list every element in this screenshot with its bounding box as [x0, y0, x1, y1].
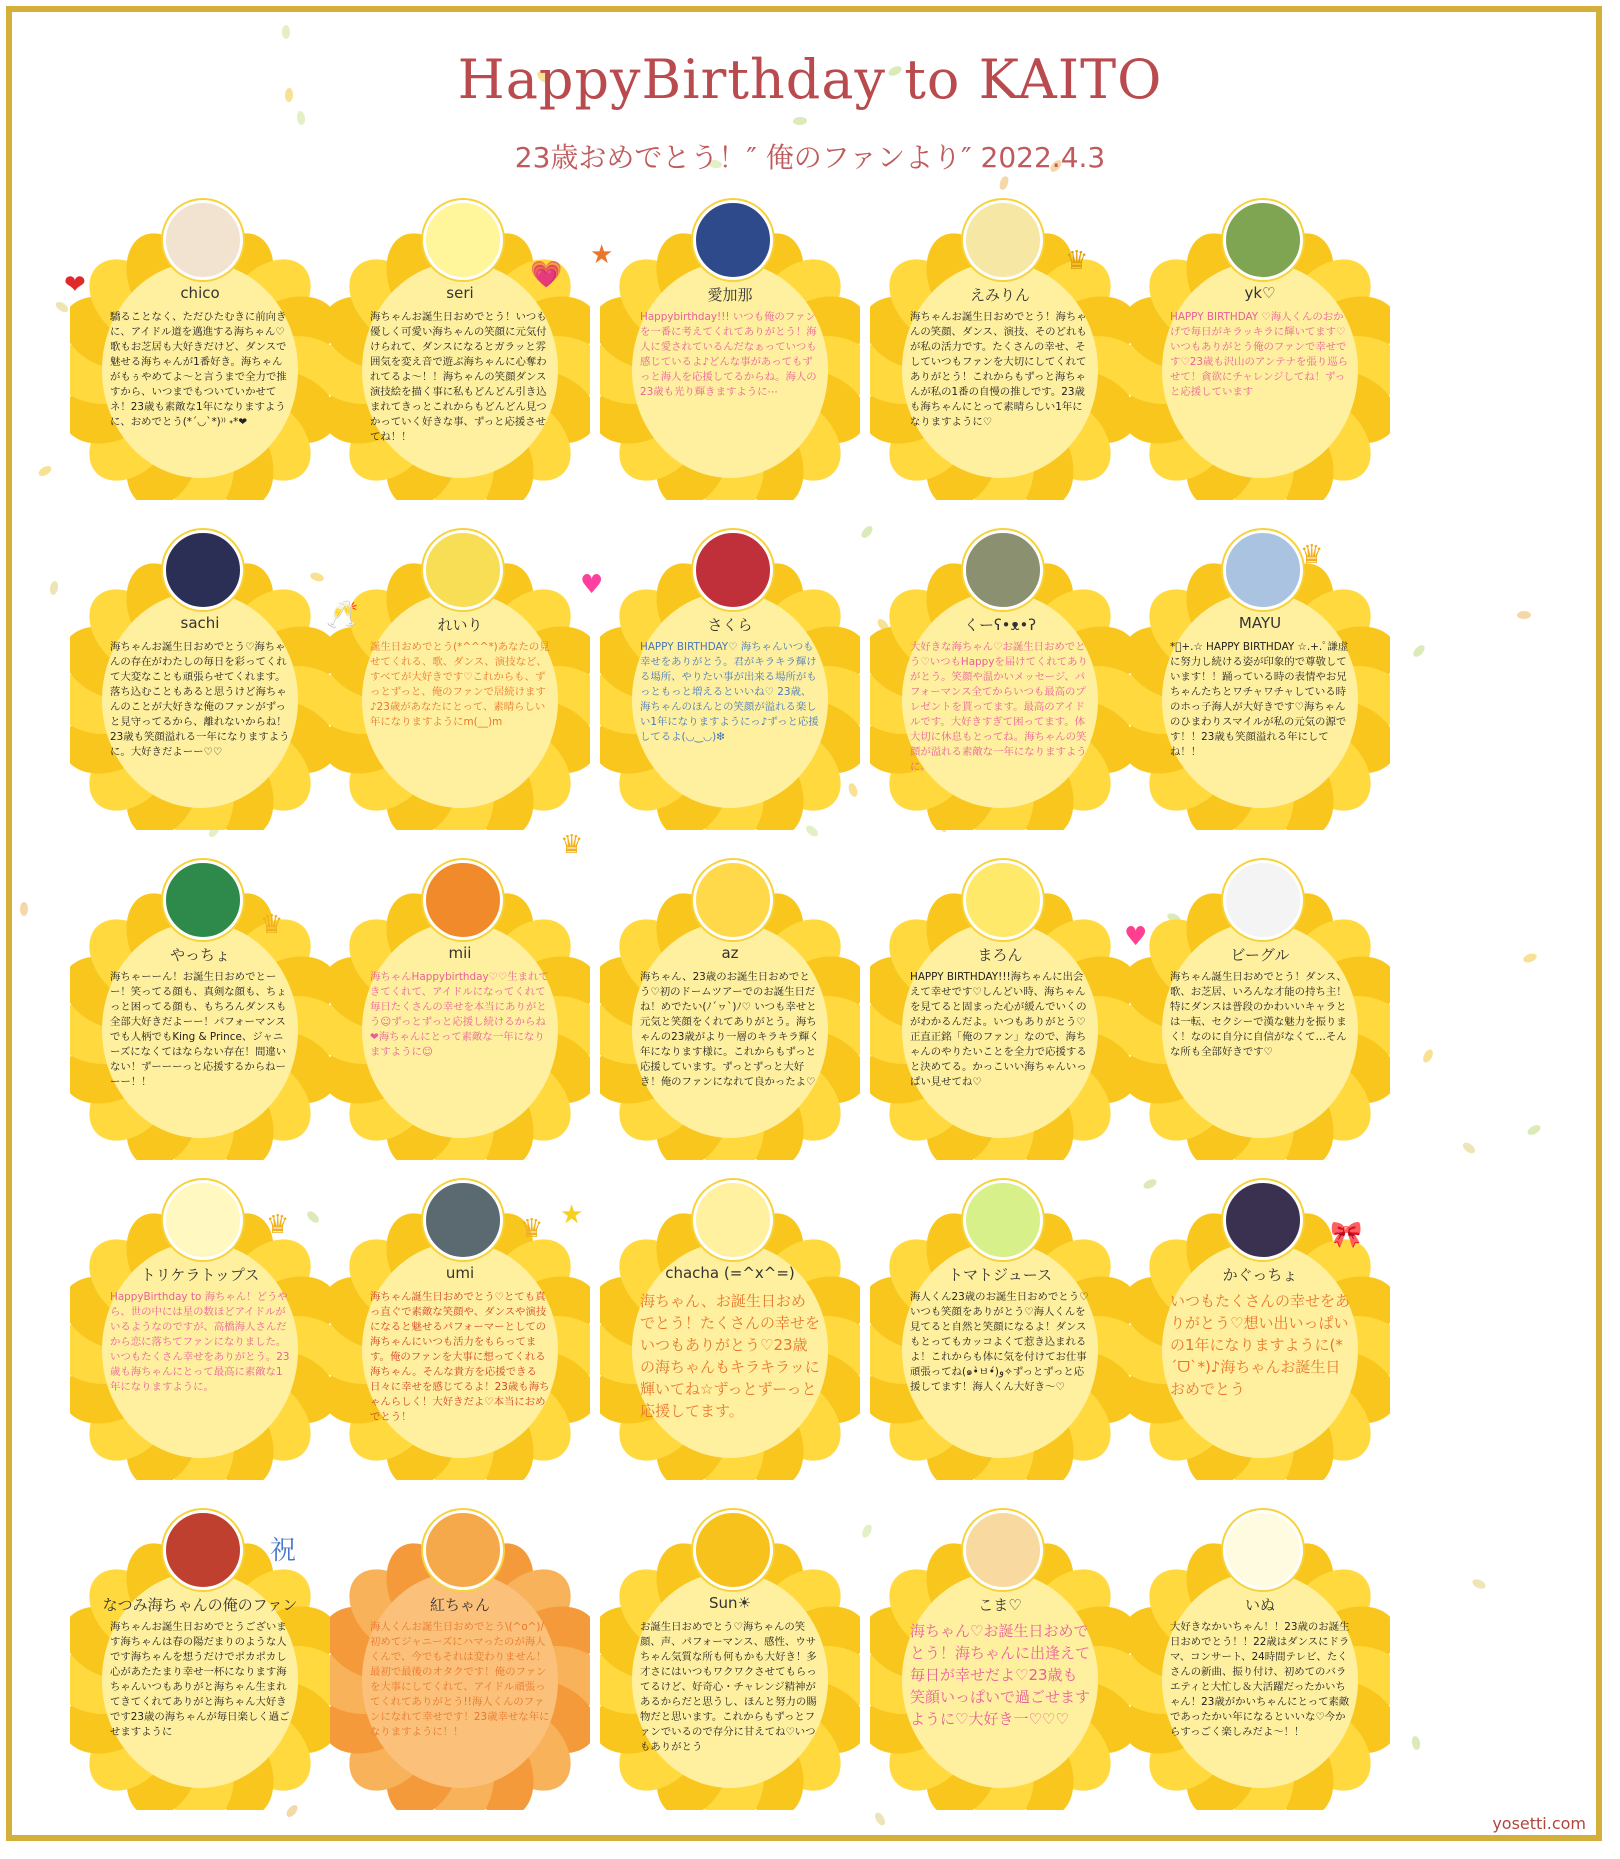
card-message: HappyBirthday to 海ちゃん！どうやら、世の中には星の数ほどアイドルがいるようなのですが、高橋海人さんだから恋に落ちてファンになりました。いつもたくさん幸せをありがとう。23歳も海ちゃんにとって最高に素敵な1年になりますように。 — [110, 1291, 290, 1393]
message-card — [1130, 200, 1390, 500]
avatar — [963, 1180, 1043, 1260]
message-card — [600, 1510, 860, 1810]
decoration-icon: 💗 — [530, 260, 563, 290]
card-author-name: MAYU — [1238, 614, 1282, 632]
card-message: HAPPY BIRTHDAY♡ 海ちゃんいつも幸せをありがとう。君がキラキラ輝ける場所、やりたい事が出来る場所がもっともっと増えるといいね♡ 23歳、海ちゃんのほんとの笑顔が溢れる楽しい1年になりますようにっ♪ずっと応援してるよ(◡‿◡)❇︎ — [640, 641, 819, 743]
card-author-name: くーʕ•ᴥ•ʔ — [963, 616, 1037, 634]
message-card — [870, 860, 1130, 1160]
confetti-piece — [20, 902, 28, 916]
card-author-name: yk♡ — [1244, 284, 1276, 302]
avatar — [423, 530, 503, 610]
card-author-name: れいり — [437, 616, 483, 634]
avatar — [163, 1180, 243, 1260]
message-card — [70, 1510, 330, 1810]
message-card — [1124, 860, 1390, 1160]
card-message: 海人くんお誕生日おめでとう\(^o^)/ 初めてジャニーズにハマったのが海人くんで、今でもそれは変わりません！最初で最後のオタクです！俺のファンを大事にしてくれて、アイドル頑張ってくれてありがとう!!海人くんのファンになれて幸せです！23歳幸せな年になりますように！！ — [370, 1621, 550, 1738]
card-message: 海ちゃんHappybirthday♡♡生まれてきてくれて、アイドルになってくれて毎日たくさんの幸せを本当にありがとう☺︎ずっとずっと応援し続けるからね❤︎海ちゃんにとって素敵な一年になりますように☺︎ — [370, 971, 549, 1058]
message-card — [870, 200, 1130, 500]
decoration-icon: ♛ — [1065, 246, 1089, 276]
message-card — [70, 530, 330, 830]
card-message: 海ちゃんお誕生日おめでとう♡海ちゃんの存在がわたしの毎日を彩ってくれて大変なことも頑張らせてくれます。落ち込むこともあると思うけど海ちゃんのことが大好きな俺のファンがずっと見守ってるから、離れないからね！23歳も笑顔溢れる一年になりますように。大好きだよーー♡♡ — [110, 641, 290, 758]
avatar — [1223, 1510, 1303, 1590]
decoration-icon: ♥ — [1124, 922, 1148, 952]
card-message: Happybirthday!!! いつも俺のファンを一番に考えてくれてありがとう！海人に愛されているんだなぁっていつも感じているよ♪どんな事があってもずっと海人を応援してるからね。海人の23歳も光り輝きますように⋯ — [640, 311, 817, 398]
card-author-name: 紅ちゃん — [429, 1596, 490, 1614]
message-card — [870, 530, 1130, 830]
avatar — [163, 1510, 243, 1590]
message-card — [580, 530, 860, 830]
decoration-icon: ❤ — [64, 270, 86, 300]
decoration-icon: ♥ — [580, 570, 604, 600]
card-author-name: いぬ — [1244, 1596, 1275, 1614]
card-message: HAPPY BIRTHDAY ♡海人くんのおかげで毎日がキラッキラに輝いてます♡いつもありがとう俺のファンで幸せです♡23歳も沢山のアンテナを張り巡らせて！貪欲にチャレンジしてね！ずっと応援しています — [1170, 311, 1348, 398]
card-author-name: トリケラトップス — [140, 1266, 260, 1284]
card-message: 海ちゃんお誕生日おめでとう！いつも優しく可愛い海ちゃんの笑顔に元気付けられて、ダンスになるとガラッと雰囲気を変え音で遊ぶ海ちゃんに心奪われてるよ〜！！海ちゃんの笑顔ダンス演技絵を描く事に私もどんどん引き込まれてきっとこれからもどんどん見つかっていく好きな事、ずっと応援させてね！！ — [370, 311, 547, 443]
decoration-icon: ★ — [590, 240, 614, 270]
card-author-name: chico — [180, 284, 220, 302]
avatar — [963, 1510, 1043, 1590]
card-message: 海ちゃんお誕生日おめでとう！海ちゃんの笑顔、ダンス、演技、そのどれもが私の活力です。たくさんの幸せ、そしていつもファンを大切にしてくれてありがとう！これからもずっと海ちゃんが私の1番の自慢の推しです。23歳も海ちゃんにとって素晴らしい1年になりますように♡ — [910, 311, 1087, 428]
card-message: 驕ることなく、ただひたむきに前向きに、アイドル道を邁進する海ちゃん♡歌もお芝居も大好きだけど、ダンスで魅せる海ちゃんが1番好き。海ちゃんがもぅやめてよ〜と言うまで全力で推すから、いつまでもついていかせてネ！23歳も素敵な1年になりますように、おめでとう(*´◡`*)⁾⁾ ˖*❤ — [110, 311, 287, 428]
message-card — [1130, 1180, 1390, 1480]
avatar — [693, 200, 773, 280]
card-author-name: えみりん — [969, 286, 1030, 304]
message-card — [330, 860, 590, 1160]
decoration-icon: ♛ — [520, 1214, 544, 1244]
message-card — [330, 1180, 590, 1480]
card-author-name: Sun☀︎ — [709, 1594, 751, 1612]
message-card — [1130, 530, 1390, 830]
page-subtitle: 23歳おめでとう！″ 俺のファンより″ 2022.4.3 — [514, 141, 1106, 174]
avatar — [1223, 200, 1303, 280]
card-message: 海ちゃん誕生日おめでとう♡とても真っ直ぐで素敵な笑顔や、ダンスや演技になると魅せるパフォーマーとしての海ちゃんにいつも活力をもらってます。俺のファンを大事に想ってくれる海ちゃん。そんな貴方を応援できる日々に幸せを感じてるよ！23歳も海ちゃんらしく！大好きだよ♡本当におめでとう！ — [370, 1291, 550, 1423]
decoration-icon: 🥂 — [326, 600, 359, 630]
decoration-icon: ♛ — [560, 830, 584, 860]
card-author-name: こま♡ — [978, 1596, 1022, 1614]
card-author-name: さくら — [707, 616, 753, 634]
card-message: お誕生日おめでとう♡海ちゃんの笑顔、声、パフォーマンス、感性、ウサちゃん気質な所も何もかも大好き！多才さにはいつもワクワクさせてもらってるけど、好奇心・チャレンジ精神があるからだと思うし、ほんと努力の賜物だと思います。これからもずっとファンでいるので存分に甘えてね♡いつもありがとう — [640, 1621, 817, 1753]
card-message: 大好きな海ちゃん♡お誕生日おめでとう♡いつもHappyを届けてくれてありがとう。笑顔や温かいメッセージ、パフォーマンス全てからいつも最高のプレゼントを貰ってます。最高のアイドルです。大好きすぎて困ってます。体大切に休息もとってね。海ちゃんの笑顔が溢れる素敵な一年になりますように。 — [910, 641, 1088, 773]
message-card — [330, 200, 590, 500]
decoration-icon: 🎀 — [1330, 1220, 1363, 1250]
card-author-name: トマトジュース — [948, 1266, 1052, 1284]
avatar — [693, 1510, 773, 1590]
avatar — [163, 200, 243, 280]
card-author-name: mii — [448, 944, 472, 962]
card-message: *ﾟ+.☆ HAPPY BIRTHDAY ☆.+.ﾟ謙虚に努力し続ける姿が印象的で尊敬しています！！踊っている時の表情やお兄ちゃんたちとワチャワチャしている時のホっ子海人が大好きです♡海ちゃんのひまわりスマイルが私の元気の源です！！23歳も笑顔溢れる年にしてね！！ — [1170, 641, 1349, 758]
message-card — [870, 1510, 1130, 1810]
card-message: 誕生日おめでとう(*^^^*)あなたの見せてくれる、歌、ダンス、演技など、すべてが大好きです♡これからも、ずっとずっと、俺のファンで居続けます♪23歳があなたにとって、素晴らしい年になりますようにm(__)m — [370, 641, 550, 728]
avatar — [963, 200, 1043, 280]
avatar — [423, 200, 503, 280]
avatar — [163, 860, 243, 940]
card-author-name: まろん — [977, 946, 1023, 964]
avatar — [693, 1180, 773, 1260]
message-card — [560, 1180, 860, 1480]
card-message: 海ちゃん誕生日おめでとう！ダンス、歌、お芝居、いろんな才能の持ち主！特にダンスは普段のかわいいキャラとは一転、セクシーで漢な魅力を振りまく！なのに自分に自信がなくて…そんな所も全部好きです♡ — [1170, 971, 1347, 1058]
card-author-name: ビーグル — [1230, 946, 1290, 964]
card-author-name: az — [721, 944, 739, 962]
avatar — [963, 530, 1043, 610]
avatar — [963, 860, 1043, 940]
avatar — [163, 530, 243, 610]
card-message: 海ちゃん、23歳のお誕生日おめでとう♡初のドームツアーでのお誕生日だね！めでたい(ﾉ´ヮ`)ﾉ♡ いつも幸せと元気と笑顔をくれてありがとう。海ちゃんの23歳がより一層のキラキラ輝く年になります様に。これからもずっと応援しています。ずっとずっと大好き！俺のファンになれて良かったよ♡ — [640, 971, 820, 1088]
card-message: 海人くん23歳のお誕生日おめでとう♡いつも笑顔をありがとう♡海人くんを見てると自然と笑顔になるよ！ダンスもとってもカッコよくて惹き込まれるよ！これからも体に気を付けてお仕事頑張ってね(๑•̀ㅂ•́)و✧ずっとずっと応援してます！海人くん大好き〜♡ — [910, 1291, 1089, 1393]
card-message: 海ちゃーーん！お誕生日おめでとーー！笑ってる顔も、真剣な顔も、ちょっと困ってる顔も、もちろんダンスも全部大好きだよーー！パフォーマンスでも人柄でもKing & Prince、ジャニーズになくてはならない存在！間違いない！ずーーーっと応援するからねーーー！！ — [110, 971, 287, 1088]
decoration-icon: ♛ — [1300, 540, 1324, 570]
avatar — [693, 860, 773, 940]
message-card — [70, 1180, 330, 1480]
card-author-name: なつみ海ちゃんの俺のファン — [102, 1596, 298, 1614]
avatar — [423, 1510, 503, 1590]
card-message: HAPPY BIRTHDAY!!!海ちゃんに出会えて幸せです♡しんどい時、海ちゃんを見てると固まった心が緩んでいくのがわかるんだよ。いつもありがとう♡正直正銘「俺のファン」なので、海ちゃんのやりたいことを全力で応援すると決めてる。かっこいい海ちゃんいっぱい見せてね♡ — [910, 971, 1087, 1088]
page-title: HappyBirthday to KAITO — [457, 48, 1163, 111]
message-card — [70, 860, 330, 1160]
card-author-name: かぐっちょ — [1222, 1266, 1298, 1284]
card-message: 海ちゃん♡お誕生日おめでとう！海ちゃんに出逢えて毎日が幸せだよ♡23歳も笑顔いっぱいで過ごせますように♡大好き一♡♡♡ — [910, 1622, 1090, 1728]
card-author-name: 愛加那 — [707, 286, 753, 304]
avatar — [423, 1180, 503, 1260]
message-card — [326, 530, 590, 830]
decoration-icon: ★ — [560, 1200, 584, 1230]
card-author-name: seri — [446, 284, 474, 302]
card-message: 海ちゃんお誕生日おめでとうございます海ちゃんは春の陽だまりのような人です海ちゃんを想うだけでポカポカし心があたたまり幸せ一杯になります海ちゃんいつもありがと海ちゃん生まれてきてくれてありがと海ちゃん大好きです23歳の海ちゃんが毎日楽しく過ごせますように — [110, 1621, 290, 1738]
card-message: 大好きなかいちゃん！！23歳のお誕生日おめでとう！！22歳はダンスにドラマ、コンサート、24時間テレビ、たくさんの新曲、振り付け、初めてのバラエティと大忙し＆大活躍だったかいちゃん！23歳がかいちゃんにとって素敵であったかい年になるといいな♡今からすっごく楽しみだよ〜！！ — [1170, 1621, 1350, 1738]
card-author-name: sachi — [180, 614, 220, 632]
message-card — [870, 1180, 1130, 1480]
decoration-icon: ♛ — [266, 1210, 290, 1240]
message-card — [330, 1510, 590, 1810]
card-author-name: chacha (=^x^=) — [665, 1264, 795, 1282]
avatar — [1223, 530, 1303, 610]
avatar — [693, 530, 773, 610]
card-message: いつもたくさんの幸せをありがとう♡想い出いっぱいの1年になりますように(*ˊᗜˋ*)♪海ちゃんお誕生日おめでとう — [1170, 1292, 1350, 1398]
avatar — [1223, 860, 1303, 940]
brand-link[interactable]: yosetti.com — [1492, 1814, 1586, 1833]
message-card — [1130, 1510, 1390, 1810]
avatar — [1223, 1180, 1303, 1260]
card-author-name: umi — [445, 1264, 475, 1282]
decoration-icon: ♛ — [260, 910, 284, 940]
card-message: 海ちゃん、お誕生日おめでとう！たくさんの幸せをいつもありがとう♡23歳の海ちゃんもキラキラッに輝いてね☆ずっとずーっと応援してます。 — [640, 1292, 820, 1420]
card-author-name: やっちょ — [169, 946, 230, 964]
message-card — [590, 200, 860, 500]
message-card — [560, 830, 860, 1160]
message-card — [64, 200, 330, 500]
decoration-icon: 祝 — [270, 1536, 297, 1566]
avatar — [423, 860, 503, 940]
